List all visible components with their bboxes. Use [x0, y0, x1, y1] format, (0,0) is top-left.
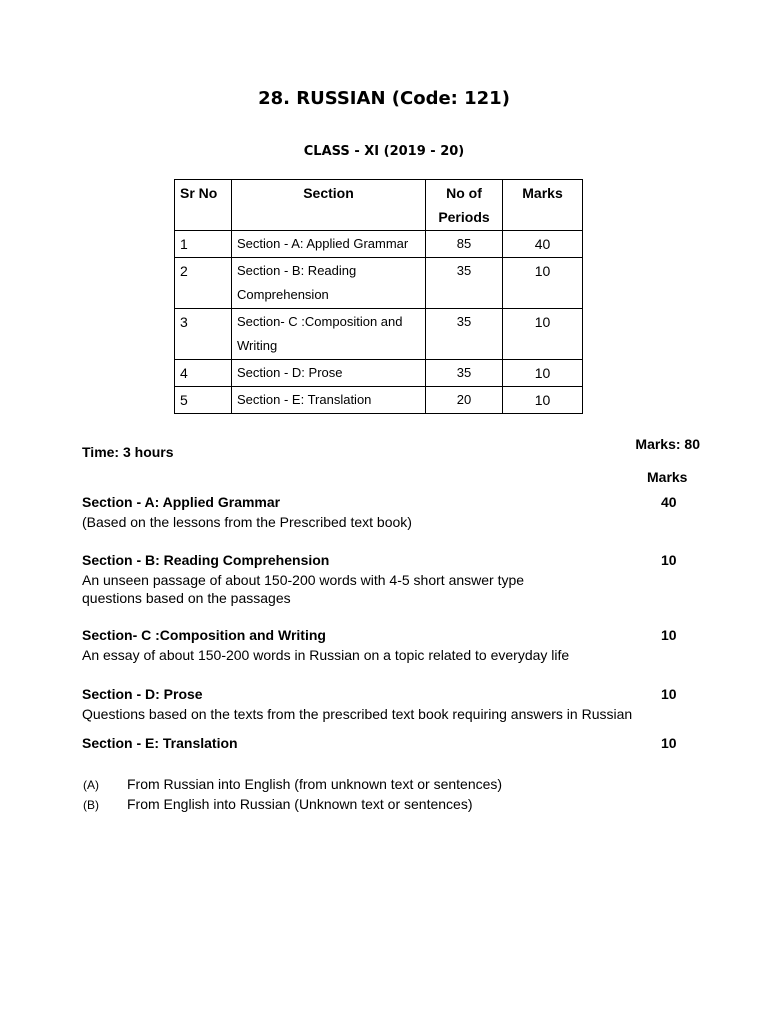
section-b-description-line2: questions based on the passages	[82, 590, 291, 606]
section-b-description-line1: An unseen passage of about 150-200 words with 4-5 short answer type	[82, 572, 525, 588]
section-b-heading: Section - B: Reading Comprehension	[82, 552, 330, 568]
cell-marks: 10	[503, 387, 583, 414]
section-c-marks: 10	[661, 627, 677, 643]
section-c-heading: Section- C :Composition and Writing	[82, 627, 326, 643]
section-e-heading: Section - E: Translation	[82, 735, 238, 751]
cell-periods: 20	[426, 387, 503, 414]
cell-marks: 10	[503, 309, 583, 360]
time-label: Time: 3 hours	[82, 444, 174, 460]
cell-section: Section - A: Applied Grammar	[232, 231, 426, 258]
syllabus-table	[174, 179, 583, 414]
header-marks: Marks	[503, 180, 583, 231]
cell-marks: 10	[503, 258, 583, 309]
cell-section: Section - E: Translation	[232, 387, 426, 414]
cell-periods: 35	[426, 360, 503, 387]
section-a-marks: 40	[661, 494, 677, 510]
section-a-description: (Based on the lessons from the Prescribed text book)	[82, 514, 412, 530]
cell-marks: 10	[503, 360, 583, 387]
section-d-marks: 10	[661, 686, 677, 702]
class-title: CLASS - XI (2019 - 20)	[303, 144, 465, 159]
cell-sr: 2	[175, 258, 232, 309]
table-row	[175, 231, 583, 258]
section-e-marks: 10	[661, 735, 677, 751]
table-row	[175, 387, 583, 414]
cell-section: Section - D: Prose	[232, 360, 426, 387]
header-sr-no: Sr No	[175, 180, 232, 231]
cell-marks: 40	[503, 231, 583, 258]
cell-periods: 85	[426, 231, 503, 258]
section-a-heading: Section - A: Applied Grammar	[82, 494, 281, 510]
cell-periods: 35	[426, 258, 503, 309]
section-b-marks: 10	[661, 552, 677, 568]
table-row	[175, 360, 583, 387]
translation-item-b-letter: (B)	[83, 798, 99, 812]
section-d-heading: Section - D: Prose	[82, 686, 203, 702]
cell-section: Section- C :Composition and Writing	[232, 309, 426, 360]
page-title: 28. RUSSIAN (Code: 121)	[258, 88, 510, 109]
cell-sr: 4	[175, 360, 232, 387]
header-periods	[426, 180, 503, 231]
cell-sr: 1	[175, 231, 232, 258]
section-d-description: Questions based on the texts from the prescribed text book requiring answers in Russian	[82, 706, 633, 722]
translation-item-a-text: From Russian into English (from unknown text or sentences)	[127, 776, 503, 792]
marks-column-header: Marks	[647, 469, 688, 485]
total-marks-label: Marks: 80	[635, 436, 700, 452]
section-c-description: An essay of about 150-200 words in Russian on a topic related to everyday life	[82, 647, 570, 663]
table-header-row	[175, 180, 583, 231]
translation-item-a-letter: (A)	[83, 778, 99, 792]
cell-periods: 35	[426, 309, 503, 360]
cell-section: Section - B: Reading Comprehension	[232, 258, 426, 309]
cell-sr: 5	[175, 387, 232, 414]
table-row	[175, 309, 583, 360]
table-row	[175, 258, 583, 309]
translation-item-b-text: From English into Russian (Unknown text or sentences)	[127, 796, 473, 812]
header-periods-line1: No of	[446, 185, 482, 201]
header-periods-line2: Periods	[438, 209, 490, 225]
cell-sr: 3	[175, 309, 232, 360]
header-section: Section	[232, 180, 426, 231]
